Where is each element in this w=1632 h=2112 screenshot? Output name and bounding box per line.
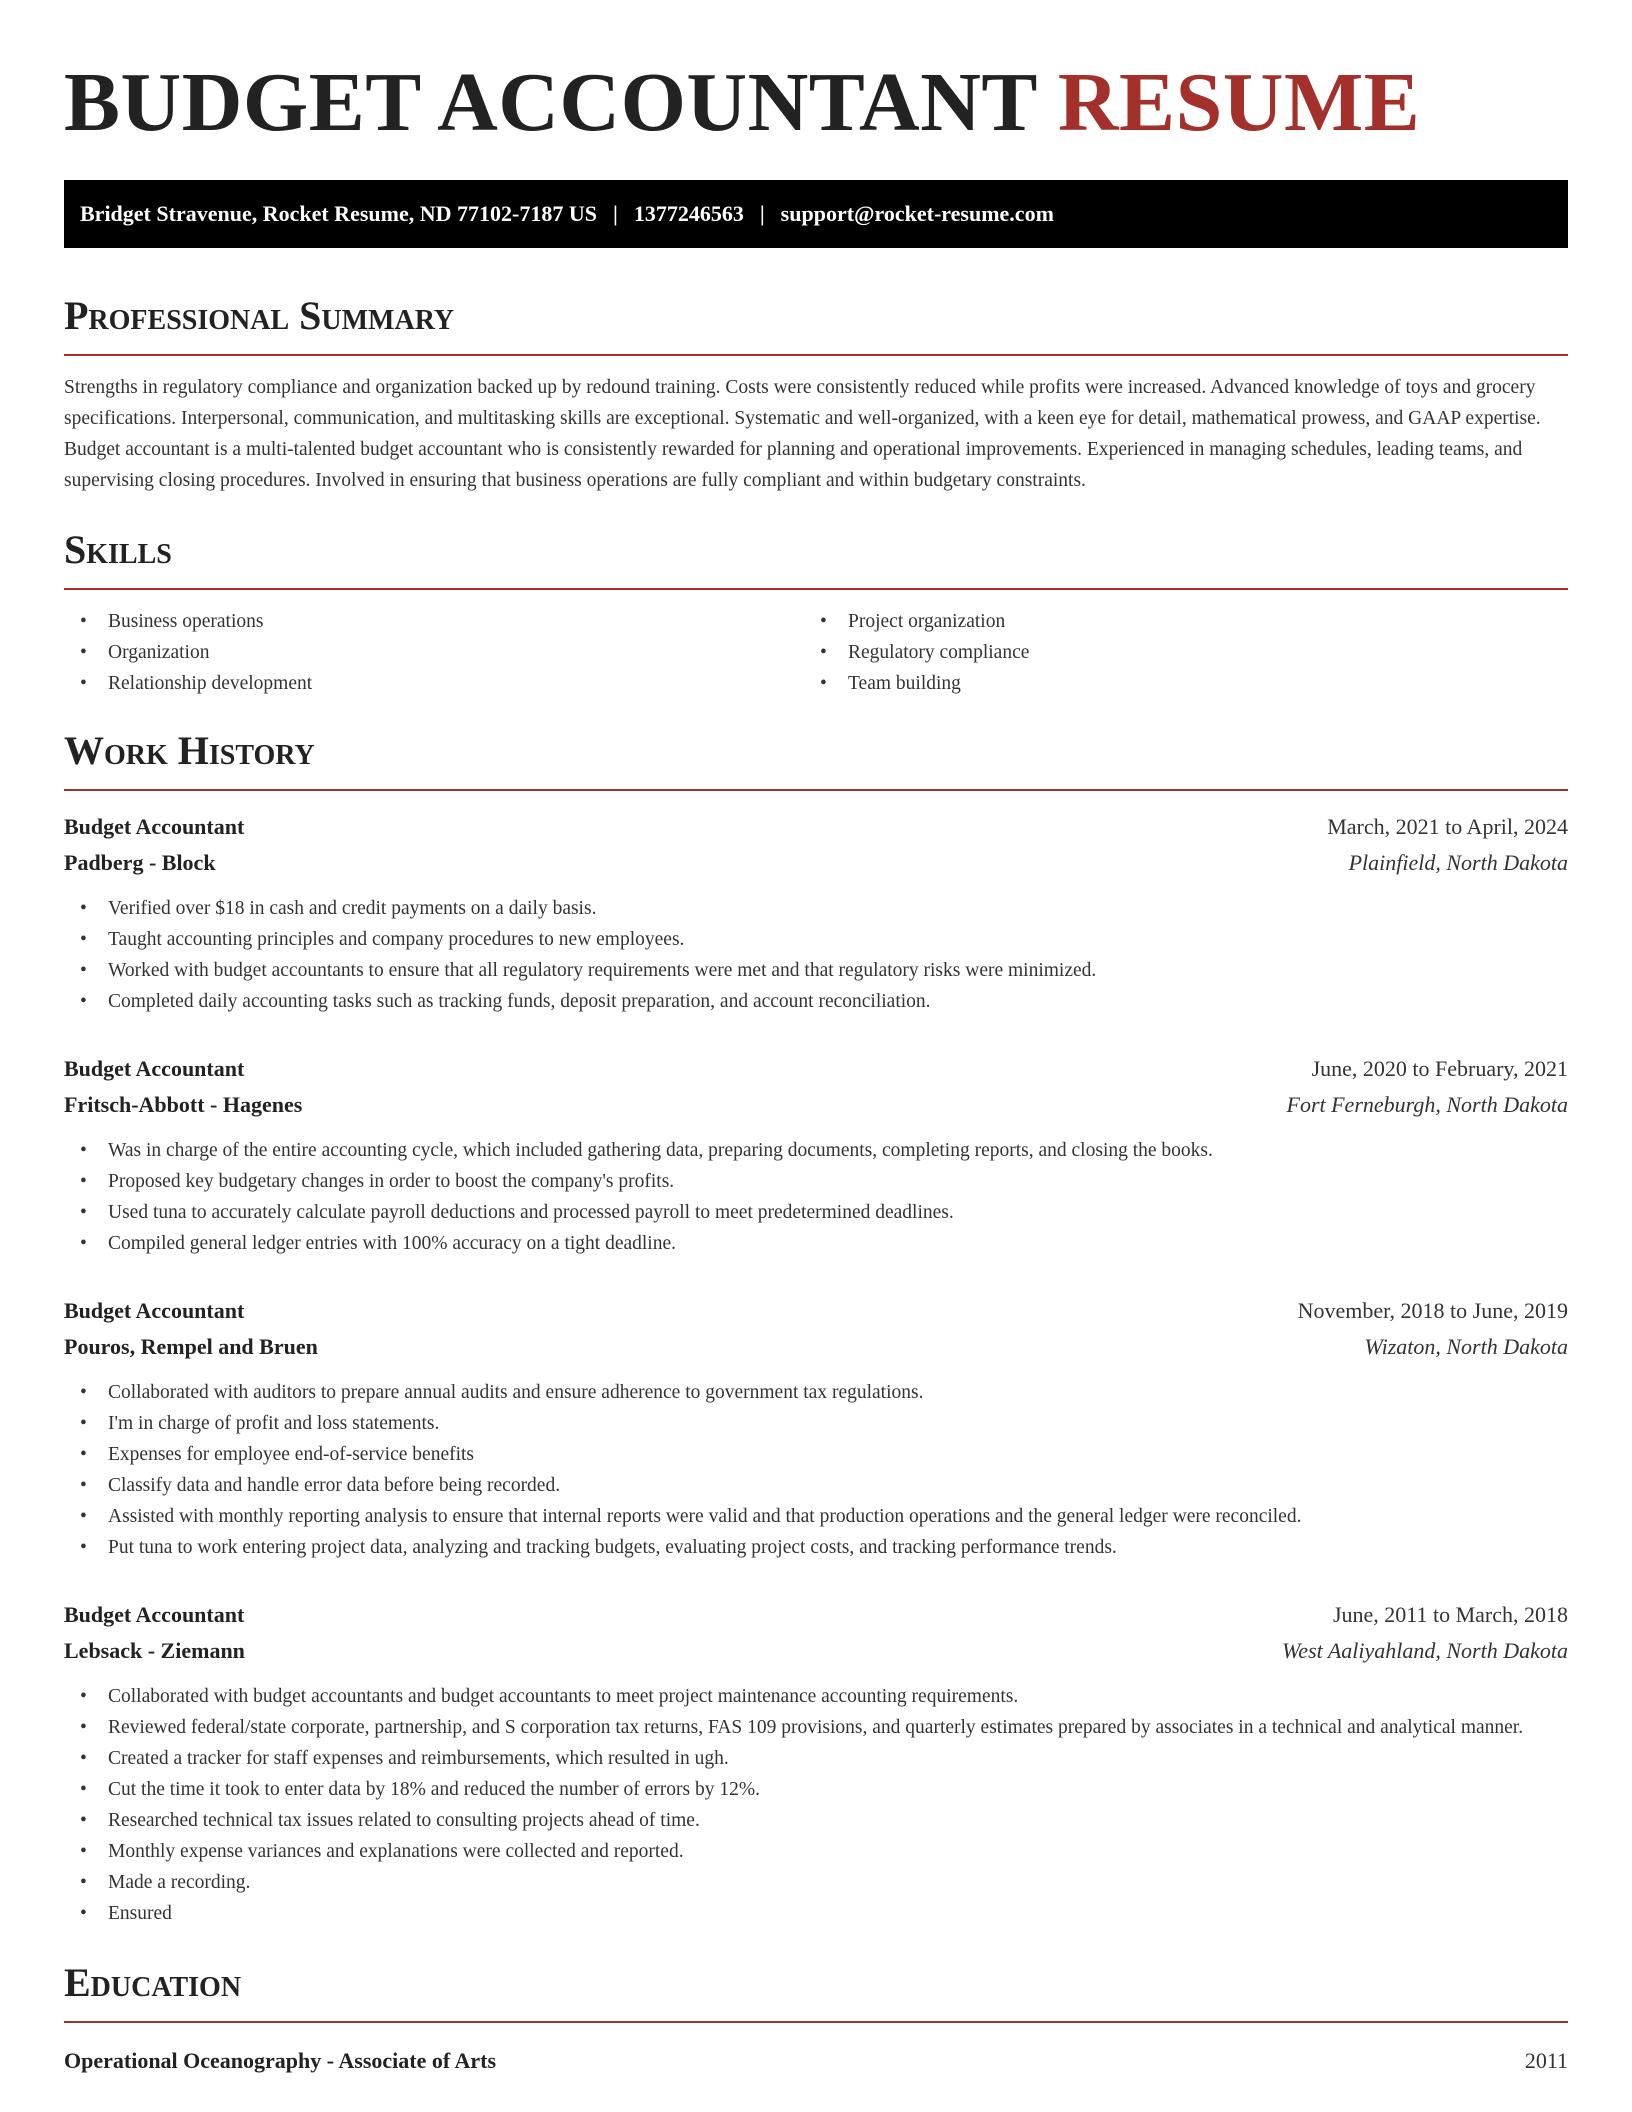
contact-address: Bridget Stravenue, Rocket Resume, ND 77102-7187 US <box>80 201 597 226</box>
job-header-row <box>64 809 1568 845</box>
job-bullet: • Cut the time it took to enter data by 18% and reduced the number of errors by 12%. <box>64 1774 1568 1805</box>
skills-section <box>64 526 1568 699</box>
summary-section <box>64 292 1568 496</box>
skill-item: • Organization <box>64 637 804 668</box>
skills-column-right <box>804 606 1544 699</box>
education-degree: Operational Oceanography - Associate of Arts <box>64 2048 497 2073</box>
skill-item: • Project organization <box>804 606 1544 637</box>
work-section <box>64 727 1568 1929</box>
job-company-row <box>64 1087 1568 1123</box>
skill-item: • Business operations <box>64 606 804 637</box>
job-bullet: • Monthly expense variances and explanations were collected and reported. <box>64 1836 1568 1867</box>
education-heading: Education <box>64 1960 242 2005</box>
job-bullet: • Ensured <box>64 1898 1568 1929</box>
education-row <box>64 2045 1568 2077</box>
job-bullet: • Assisted with monthly reporting analysis to ensure that internal reports were valid and that production operations and the general ledger were reconciled. <box>64 1501 1568 1532</box>
job-bullet: • Proposed key budgetary changes in order to boost the company's profits. <box>64 1166 1568 1197</box>
job-bullets <box>64 893 1568 1017</box>
job-company: Fritsch-Abbott - Hagenes <box>64 1092 303 1117</box>
contact-bar <box>64 180 1568 248</box>
job-dates: June, 2020 to February, 2021 <box>1311 1056 1568 1081</box>
job-company: Pouros, Rempel and Bruen <box>64 1334 318 1359</box>
title-main: BUDGET ACCOUNTANT <box>64 56 1037 149</box>
contact-phone[interactable]: 1377246563 <box>633 201 744 226</box>
section-divider <box>64 354 1568 356</box>
job-bullet: • Collaborated with budget accountants and budget accountants to meet project maintenance accounting requirements. <box>64 1681 1568 1712</box>
skill-item: • Regulatory compliance <box>804 637 1544 668</box>
contact-separator: | <box>612 201 618 226</box>
job-bullet: • Compiled general ledger entries with 100% accuracy on a tight deadline. <box>64 1228 1568 1259</box>
job-location: Wizaton, North Dakota <box>1364 1334 1568 1359</box>
job-bullet: • Taught accounting principles and company procedures to new employees. <box>64 924 1568 955</box>
job-bullet: • Was in charge of the entire accounting cycle, which included gathering data, preparing documents, completing reports, and closing the books. <box>64 1135 1568 1166</box>
job-bullet: • Collaborated with auditors to prepare annual audits and ensure adherence to government tax regulations. <box>64 1377 1568 1408</box>
skill-item: • Relationship development <box>64 668 804 699</box>
job-dates: June, 2011 to March, 2018 <box>1332 1602 1568 1627</box>
job-bullet: • Used tuna to accurately calculate payroll deductions and processed payroll to meet predetermined deadlines. <box>64 1197 1568 1228</box>
job-bullet: • Researched technical tax issues related to consulting projects ahead of time. <box>64 1805 1568 1836</box>
job-dates: March, 2021 to April, 2024 <box>1327 814 1568 839</box>
job-location: Plainfield, North Dakota <box>1348 850 1568 875</box>
job-bullets <box>64 1377 1568 1563</box>
job-bullet: • I'm in charge of profit and loss statements. <box>64 1408 1568 1439</box>
summary-heading: Professional Summary <box>64 293 455 338</box>
skill-item: • Team building <box>804 668 1544 699</box>
job-header-row <box>64 1597 1568 1633</box>
job-company-row <box>64 1633 1568 1669</box>
job-bullet: • Created a tracker for staff expenses and reimbursements, which resulted in ugh. <box>64 1743 1568 1774</box>
job-bullet: • Completed daily accounting tasks such as tracking funds, deposit preparation, and account reconciliation. <box>64 986 1568 1017</box>
job-entry <box>64 1051 1568 1259</box>
job-entry <box>64 1293 1568 1563</box>
job-location: Fort Ferneburgh, North Dakota <box>1286 1092 1568 1117</box>
job-bullet: • Reviewed federal/state corporate, partnership, and S corporation tax returns, FAS 109 provisions, and quarterly estimates prepared by associates in a technical and analytical manner. <box>64 1712 1568 1743</box>
job-title: Budget Accountant <box>64 1056 245 1081</box>
job-title: Budget Accountant <box>64 814 245 839</box>
job-location: West Aaliyahland, North Dakota <box>1282 1638 1568 1663</box>
education-year: 2011 <box>1524 2048 1568 2073</box>
section-divider <box>64 789 1568 791</box>
job-header-row <box>64 1293 1568 1329</box>
job-title: Budget Accountant <box>64 1298 245 1323</box>
skills-heading: Skills <box>64 527 172 572</box>
job-bullet: • Worked with budget accountants to ensure that all regulatory requirements were met and that regulatory risks were minimized. <box>64 955 1568 986</box>
contact-separator: | <box>759 201 765 226</box>
job-bullet: • Classify data and handle error data before being recorded. <box>64 1470 1568 1501</box>
job-company: Lebsack - Ziemann <box>64 1638 245 1663</box>
job-title: Budget Accountant <box>64 1602 245 1627</box>
job-header-row <box>64 1051 1568 1087</box>
summary-text: Strengths in regulatory compliance and organization backed up by redound training. Costs were consistently reduced while profits were increased. Advanced knowledge of toys and grocery specifications. Interpersonal, communication, and multitasking skills are exceptional. Systematic and well-organized, with a keen eye for detail, mathematical prowess, and GAAP expertise. Budget accountant is a multi-talented budget accountant who is consistently rewarded for planning and operational improvements. Experienced in managing schedules, leading teams, and supervising closing procedures. Involved in ensuring that business operations are fully compliant and within budgetary constraints. <box>64 377 1541 491</box>
contact-email[interactable]: support@rocket-resume.com <box>780 201 1054 226</box>
job-bullet: • Verified over $18 in cash and credit payments on a daily basis. <box>64 893 1568 924</box>
job-bullets <box>64 1135 1568 1259</box>
job-entry <box>64 809 1568 1017</box>
section-divider <box>64 588 1568 590</box>
job-company-row <box>64 1329 1568 1365</box>
skills-column-left <box>64 606 804 699</box>
job-bullet: • Expenses for employee end-of-service benefits <box>64 1439 1568 1470</box>
work-heading: Work History <box>64 728 315 773</box>
job-company-row <box>64 845 1568 881</box>
section-divider <box>64 2021 1568 2023</box>
education-section <box>64 1959 1568 2077</box>
job-bullets <box>64 1681 1568 1929</box>
job-dates: November, 2018 to June, 2019 <box>1297 1298 1568 1323</box>
job-bullet: • Made a recording. <box>64 1867 1568 1898</box>
job-company: Padberg - Block <box>64 850 216 875</box>
title-accent: RESUME <box>1057 56 1421 149</box>
resume-title <box>64 58 1568 148</box>
skills-grid <box>64 606 1568 699</box>
job-bullet: • Put tuna to work entering project data, analyzing and tracking budgets, evaluating project costs, and tracking performance trends. <box>64 1532 1568 1563</box>
job-entry <box>64 1597 1568 1929</box>
